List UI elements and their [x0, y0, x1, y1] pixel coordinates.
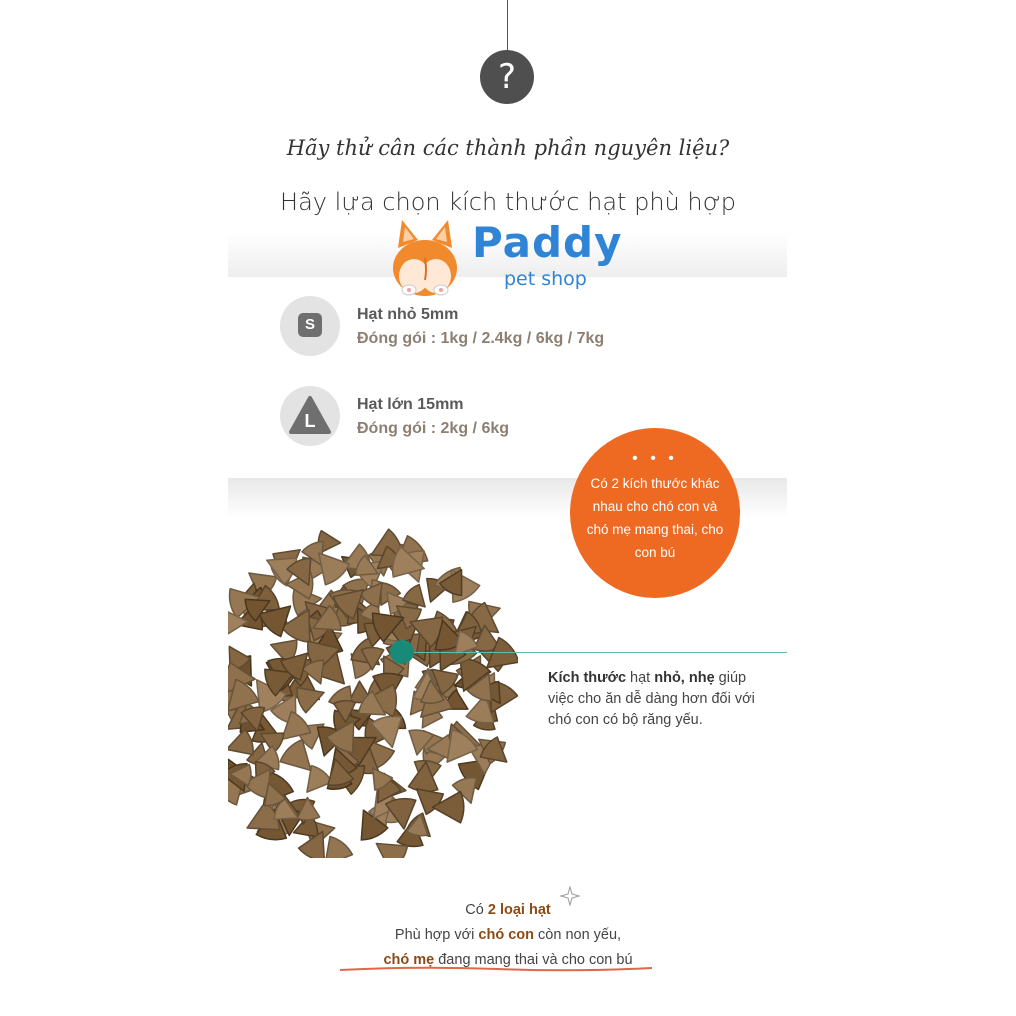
footer-line2-bold: chó con [478, 927, 535, 943]
large-size-title: Hạt lớn 15mm [357, 396, 464, 413]
large-size-packaging: Đóng gói : 2kg / 6kg [357, 420, 510, 437]
callout-dots: • • • [632, 450, 678, 467]
footer-line3-bold: chó mẹ [383, 952, 435, 968]
hanging-string [507, 0, 508, 52]
desc-text-1: hạt [626, 670, 655, 686]
footer-line2-prefix: Phù hợp với [394, 927, 479, 943]
small-size-packaging: Đóng gói : 1kg / 2.4kg / 6kg / 7kg [357, 330, 605, 347]
pointer-dot [390, 640, 414, 664]
footer-summary [0, 898, 1016, 973]
kibble-pile-image [228, 528, 518, 858]
footer-line3-suffix: đang mang thai và cho con bú [434, 952, 633, 968]
paddy-pet-shop-logo [384, 218, 634, 300]
page-headline: Hãy lựa chọn kích thước hạt phù hợp [280, 188, 736, 216]
callout-text: Có 2 kích thước khác nhau cho chó con và chó mẹ mang thai, cho con bú [586, 476, 724, 560]
corgi-icon [384, 218, 466, 300]
brush-underline [338, 965, 654, 973]
desc-bold-lead: Kích thước [548, 670, 627, 686]
footer-line-2 [0, 923, 1016, 948]
desc-text-2: giúp việc cho ăn dễ dàng hơn đối với chó con có bộ răng yếu. [548, 670, 755, 728]
size-callout-circle [570, 428, 740, 598]
size-l-letter: L [304, 411, 316, 431]
large-size-badge [280, 386, 340, 446]
pointer-line [402, 652, 787, 653]
script-subtitle: Hãy thử cân các thành phần nguyên liệu? [286, 136, 730, 160]
desc-bold-2: nhỏ, nhẹ [654, 670, 715, 686]
size-s-icon: S [298, 313, 322, 337]
size-l-icon [288, 394, 332, 438]
logo-subtitle: pet shop [504, 268, 587, 290]
footer-line2-suffix: còn non yếu, [534, 927, 622, 943]
question-mark-icon: ? [480, 50, 534, 104]
logo-name: Paddy [472, 218, 623, 267]
kibble-description [548, 668, 768, 731]
footer-line-1 [0, 898, 1016, 923]
small-size-badge [280, 296, 340, 356]
footer-line1-bold: 2 loại hạt [487, 902, 551, 918]
small-size-title: Hạt nhỏ 5mm [357, 306, 459, 323]
footer-line1-prefix: Có [465, 902, 488, 918]
